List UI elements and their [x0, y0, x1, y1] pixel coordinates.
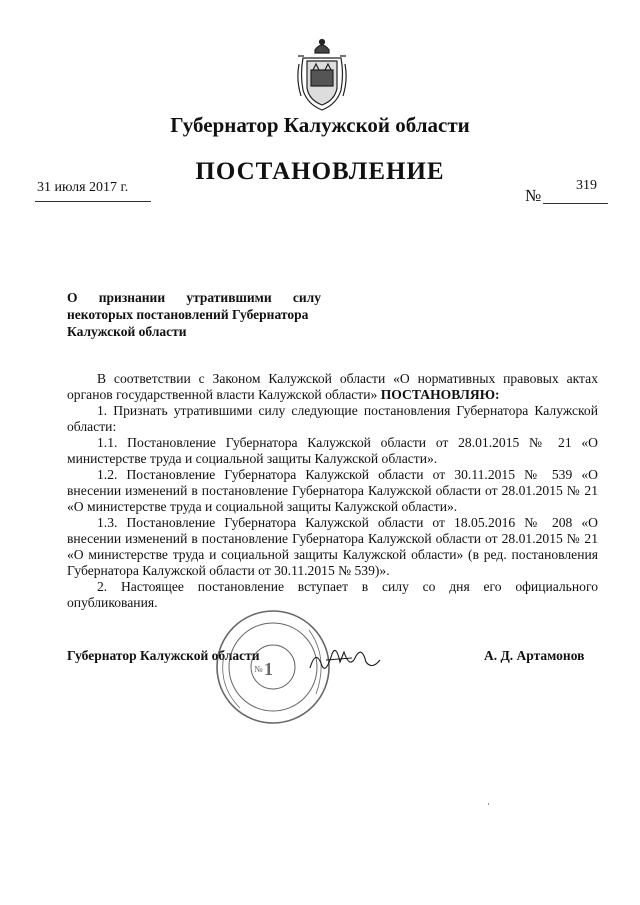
preamble-line-1: В соответствии с Законом Калужской области «О нормативных правовых актах: [97, 371, 598, 386]
signatory-position: Губернатор Калужской области: [67, 648, 260, 663]
document-body: [67, 371, 598, 611]
title-line-3: Калужской области: [67, 324, 187, 339]
document-number: 319: [576, 178, 597, 193]
title-word: признании: [98, 290, 166, 305]
coat-of-arms-icon: [297, 34, 347, 112]
preamble-text: органов государственной власти Калужской области»: [67, 387, 378, 402]
document-type: ПОСТАНОВЛЕНИЕ: [195, 158, 445, 185]
document-date: 31 июля 2017 г.: [37, 180, 129, 195]
clause-1: 1. Признать утратившими силу следующие постановления Губернатора Калужской области:: [67, 403, 598, 434]
svg-text:№: №: [254, 664, 263, 674]
issuing-authority: Губернатор Калужской области: [170, 113, 470, 137]
scan-speck: [488, 803, 489, 805]
clause-1-2: 1.2. Постановление Губернатора Калужской области от 30.11.2015 № 539 «О внесении изменений в постановление Губернатора Калужской области от 28.01.2015 № 21 «О министерстве труда и социальной защиты Калужской области».: [67, 467, 598, 514]
handwritten-signature-icon: [306, 640, 384, 678]
signatory-name: А. Д. Артамонов: [484, 648, 585, 663]
clause-1-1: 1.1. Постановление Губернатора Калужской области от 28.01.2015 № 21 «О министерстве труда и социальной защиты Калужской области».: [67, 435, 598, 466]
document-title: [67, 289, 321, 340]
date-underline: [35, 201, 151, 202]
title-line-1: [67, 289, 321, 306]
title-line-2: некоторых постановлений Губернатора: [67, 307, 309, 322]
preamble-line-2: [67, 387, 598, 403]
title-word: утратившими: [186, 290, 272, 305]
number-sign: №: [525, 186, 542, 205]
decree-keyword: ПОСТАНОВЛЯЮ:: [380, 387, 500, 402]
number-underline: [543, 203, 608, 204]
title-word: силу: [292, 290, 321, 305]
svg-text:1: 1: [264, 659, 273, 679]
clause-2: 2. Настоящее постановление вступает в силу со дня его официального опубликования.: [67, 579, 598, 610]
title-word: О: [67, 290, 78, 305]
clause-1-3: 1.3. Постановление Губернатора Калужской области от 18.05.2016 № 208 «О внесении изменений в постановление Губернатора Калужской области от 28.01.2015 № 21 «О министерстве труда и социальной защиты Калужской области» (в ред. постановления Губернатора Калужской области от 30.11.2015 № 539)».: [67, 515, 598, 578]
